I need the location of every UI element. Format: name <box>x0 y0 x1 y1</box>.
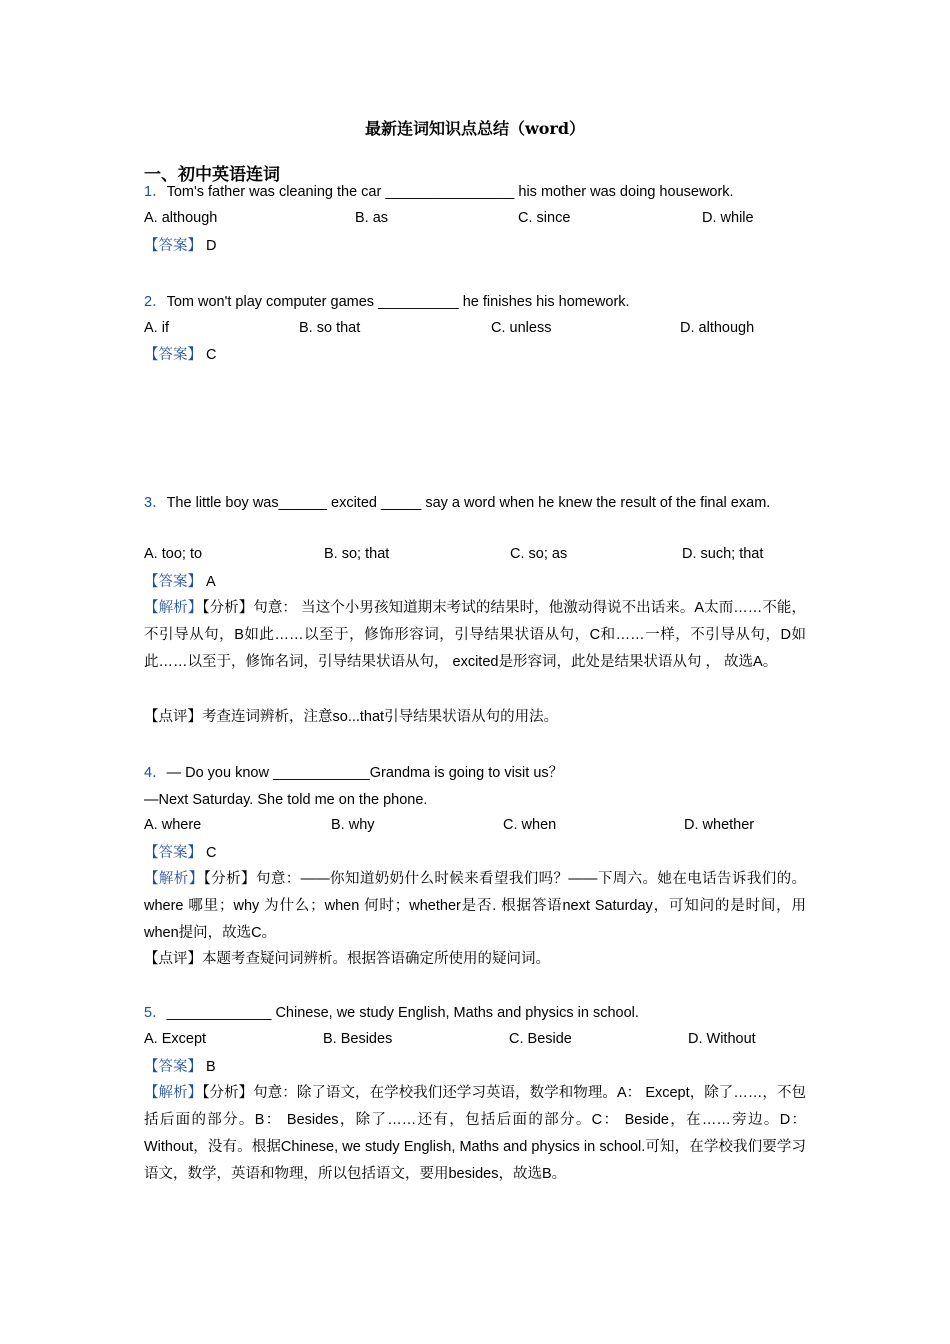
option-a: A. Except <box>144 1031 207 1047</box>
answer-value: A <box>206 574 216 590</box>
answer-tag: 【答案】 <box>144 1059 202 1075</box>
question-text: Tom's father was cleaning the car ________________ his mother was doing housework. <box>166 184 734 200</box>
answer-tag: 【答案】 <box>144 238 202 254</box>
answer-value: D <box>206 238 217 254</box>
analysis-paragraph <box>144 595 806 676</box>
comment-paragraph: 【点评】考查连词辨析，注意so...that引导结果状语从句的用法。 <box>144 709 559 725</box>
option-b: B. why <box>331 817 375 833</box>
option-c: C. Beside <box>509 1031 572 1047</box>
analysis-paragraph <box>144 1080 806 1188</box>
question-number: 2． <box>144 294 167 310</box>
analysis-tag: 【解析】 <box>144 1085 203 1101</box>
question-number: 1． <box>144 184 167 200</box>
option-a: A. although <box>144 210 218 226</box>
option-d: D. while <box>702 210 754 226</box>
option-d: D. although <box>680 320 755 336</box>
question-text: _____________ Chinese, we study English, Maths and physics in school. <box>166 1005 639 1021</box>
option-b: B. Besides <box>323 1031 393 1047</box>
analysis-text: 【分析】句意： 当这个小男孩知道期末考试的结果时，他激动得说不出话来。A太而……不能，不引导从句，B如此……以至于，修饰形容词，引导结果状语从句，C和……一样，不引导从句，D如此……以至于，修饰名词，引导结果状语从句， excited是形容词，此处是结果状语从句 ， 故选A。 <box>144 600 807 670</box>
answer-tag: 【答案】 <box>144 347 202 363</box>
option-b: B. so; that <box>324 546 390 562</box>
option-c: C. so; as <box>510 546 568 562</box>
answer-value: C <box>206 845 217 861</box>
answer-line <box>144 236 217 256</box>
page-title: 最新连词知识点总结（word） <box>364 119 586 138</box>
analysis-paragraph <box>144 866 806 947</box>
analysis-tag: 【解析】 <box>144 600 203 616</box>
option-c: C. unless <box>491 320 552 336</box>
answer-line <box>144 843 217 863</box>
answer-value: C <box>206 347 217 363</box>
question-number: 5． <box>144 1005 167 1021</box>
question-number: 4． <box>144 765 167 781</box>
section-heading: 一、初中英语连词 <box>144 165 280 185</box>
answer-tag: 【答案】 <box>144 574 202 590</box>
option-a: A. if <box>144 320 169 336</box>
option-b: B. so that <box>299 320 361 336</box>
answer-line <box>144 1057 216 1077</box>
question-4-reply: —Next Saturday. She told me on the phone. <box>144 792 428 808</box>
option-a: A. where <box>144 817 202 833</box>
question-4 <box>144 763 563 783</box>
option-d: D. such; that <box>682 546 764 562</box>
question-number: 3． <box>144 495 167 511</box>
question-text: The little boy was______ excited _____ say a word when he knew the result of the final exam. <box>166 495 771 511</box>
option-c: C. when <box>503 817 557 833</box>
option-d: D. Without <box>688 1031 756 1047</box>
question-text: Tom won't play computer games __________ he finishes his homework. <box>166 294 630 310</box>
option-a: A. too; to <box>144 546 203 562</box>
question-2 <box>144 292 630 312</box>
answer-line <box>144 345 217 365</box>
question-5 <box>144 1003 639 1023</box>
analysis-text: 【分析】句意：——你知道奶奶什么时候来看望我们吗？——下周六。她在电话告诉我们的。where 哪里；why 为什么；when 何时；whether是否. 根据答语next Saturday，可知问的是时间，用when提问，故选C。 <box>144 871 807 941</box>
answer-value: B <box>206 1059 216 1075</box>
option-b: B. as <box>355 210 389 226</box>
analysis-text: 【分析】句意：除了语文，在学校我们还学习英语，数学和物理。A： Except，除了……，不包括后面的部分。B： Besides，除了……还有，包括后面的部分。C： Beside，在……旁边。D： Without，没有。根据Chinese, we study English, Maths and physics in school.可知，在学校我们要学习语文，数学，英语和物理，所以包括语文，要用besides，故选B。 <box>144 1085 807 1182</box>
option-c: C. since <box>518 210 571 226</box>
question-text: — Do you know ____________Grandma is going to visit us？ <box>166 765 564 781</box>
answer-line <box>144 572 216 592</box>
option-d: D. whether <box>684 817 755 833</box>
question-3 <box>144 493 770 513</box>
question-1 <box>144 182 734 202</box>
answer-tag: 【答案】 <box>144 845 202 861</box>
analysis-tag: 【解析】 <box>144 871 204 887</box>
comment-paragraph: 【点评】本题考查疑问词辨析。根据答语确定所使用的疑问词。 <box>144 951 550 967</box>
